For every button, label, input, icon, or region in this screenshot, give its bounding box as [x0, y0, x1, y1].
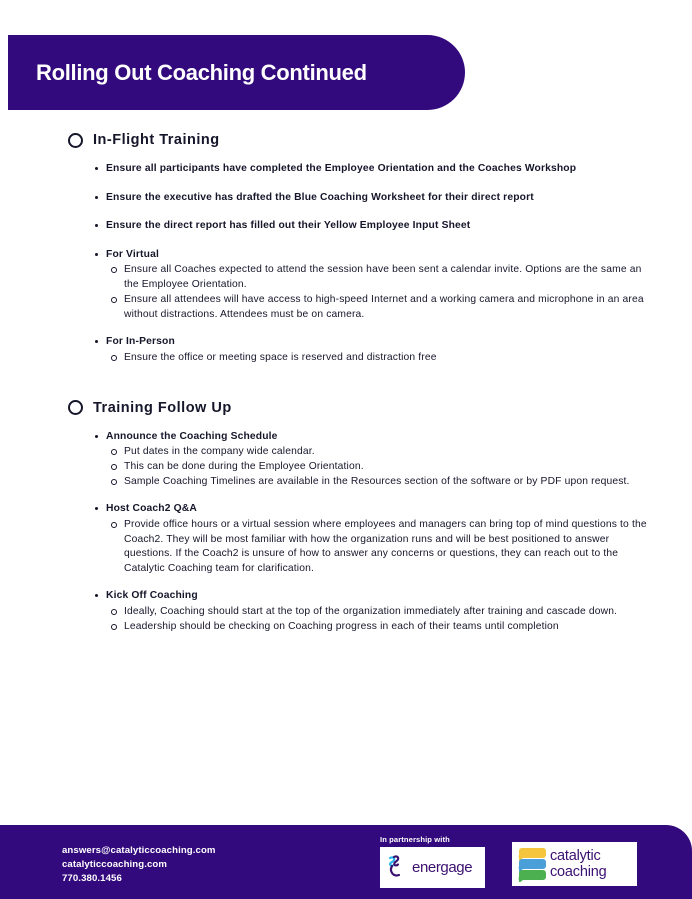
list-item-text: For Virtual — [106, 248, 159, 260]
sub-list-item-text: Put dates in the company wide calendar. — [124, 446, 315, 458]
sub-list-item — [106, 475, 648, 490]
list-item — [0, 430, 692, 490]
catalytic-wordmark — [550, 848, 606, 880]
partnership-label: In partnership with — [380, 835, 450, 844]
list-item-text: Kick Off Coaching — [106, 590, 198, 602]
page-header-banner — [8, 35, 465, 110]
list-item-text: For In-Person — [106, 336, 175, 348]
spacer — [0, 325, 692, 335]
hollow-bullet-icon — [111, 609, 117, 615]
sub-list-item-text: Sample Coaching Timelines are available in the Resources section of the software or by PDF upon request. — [124, 476, 630, 488]
contact-website[interactable]: catalyticcoaching.com — [62, 859, 168, 871]
list-item-text: Ensure all participants have completed the Employee Orientation and the Coaches Workshop — [106, 163, 577, 174]
hollow-bullet-icon — [111, 297, 117, 303]
hollow-bullet-icon — [111, 479, 117, 485]
sub-list-item-text: Ideally, Coaching should start at the top of the organization immediately after training and cascade down. — [124, 605, 618, 617]
list-item — [0, 502, 692, 577]
bullet-dot-icon — [95, 196, 98, 199]
list-item — [0, 191, 692, 206]
hollow-bullet-icon — [111, 267, 117, 273]
bullet-list — [0, 430, 692, 635]
contact-email[interactable]: answers@catalyticcoaching.com — [62, 845, 216, 856]
section-training-follow-up — [0, 400, 692, 635]
energage-wordmark: energage — [412, 859, 473, 876]
list-item — [0, 219, 692, 234]
sub-bullet-list — [106, 605, 648, 635]
list-item-text: Ensure the executive has drafted the Blue Coaching Worksheet for their direct report — [106, 191, 534, 203]
catalytic-line-1: catalytic — [550, 848, 601, 864]
sub-bullet-list — [106, 445, 648, 490]
sub-list-item-text: Ensure all Coaches expected to attend the session have been sent a calendar invite. Options are the same an the Employee Orientation. — [124, 264, 642, 291]
sub-list-item — [106, 460, 648, 475]
section-title: In-Flight Training — [93, 132, 220, 148]
bullet-dot-icon — [95, 253, 98, 256]
list-item — [0, 162, 692, 177]
document-content — [0, 132, 692, 639]
sub-list-item — [106, 620, 648, 635]
spacer — [0, 579, 692, 589]
sub-bullet-list — [106, 351, 648, 366]
bullet-dot-icon — [95, 167, 98, 170]
sub-list-item-text: Provide office hours or a virtual session where employees and managers can bring top of mind questions to the Coach2. They will be most familiar with how the organization runs and will be best positioned to answer questions. If the Coach2 is unsure of how to answer any concerns or questions, they can reach out to the Catalytic Coaching team for clarification. — [124, 518, 647, 575]
section-in-flight-training — [0, 132, 692, 366]
spacer — [0, 370, 692, 400]
sub-list-item — [106, 518, 648, 578]
ring-bullet-icon — [68, 133, 83, 148]
sub-list-item — [106, 445, 648, 460]
spacer — [0, 492, 692, 502]
section-heading — [68, 400, 692, 416]
sub-list-item — [106, 351, 648, 366]
section-heading — [68, 132, 692, 148]
contact-info — [62, 844, 216, 886]
sub-list-item — [106, 293, 648, 323]
bullet-list — [0, 162, 692, 366]
page-title: Rolling Out Coaching Continued — [36, 59, 367, 85]
bullet-dot-icon — [95, 507, 98, 510]
section-title: Training Follow Up — [93, 399, 232, 416]
energage-logo — [380, 847, 485, 888]
contact-phone: 770.380.1456 — [62, 873, 122, 885]
list-item — [0, 335, 692, 366]
list-item-text: Host Coach2 Q&A — [106, 503, 197, 515]
sub-list-item-text: Ensure the office or meeting space is reserved and distraction free — [124, 351, 437, 363]
hollow-bullet-icon — [111, 449, 117, 455]
list-item — [0, 589, 692, 634]
hollow-bullet-icon — [111, 624, 117, 630]
bullet-dot-icon — [95, 340, 98, 343]
bullet-dot-icon — [95, 435, 98, 438]
catalytic-coaching-logo — [512, 842, 637, 886]
bullet-dot-icon — [95, 224, 98, 227]
hollow-bullet-icon — [111, 355, 117, 361]
list-item-text: Ensure the direct report has filled out their Yellow Employee Input Sheet — [106, 220, 471, 232]
list-item — [0, 248, 692, 323]
hollow-bullet-icon — [111, 522, 117, 528]
sub-list-item-text: This can be done during the Employee Orientation. — [124, 461, 364, 473]
energage-coil-icon — [384, 853, 414, 883]
sub-list-item — [106, 605, 648, 620]
bullet-dot-icon — [95, 594, 98, 597]
sub-list-item-text: Leadership should be checking on Coaching progress in each of their teams until completion — [124, 620, 559, 632]
sub-list-item — [106, 263, 648, 293]
sub-list-item-text: Ensure all attendees will have access to high-speed Internet and a working camera and microphone in an area without distractions. Attendees must be on camera. — [124, 294, 644, 321]
list-item-text: Announce the Coaching Schedule — [106, 430, 278, 442]
speech-bubbles-icon — [517, 846, 547, 882]
sub-bullet-list — [106, 518, 648, 578]
ring-bullet-icon — [68, 400, 83, 415]
catalytic-line-2: coaching — [550, 863, 607, 880]
hollow-bullet-icon — [111, 464, 117, 470]
sub-bullet-list — [106, 263, 648, 323]
